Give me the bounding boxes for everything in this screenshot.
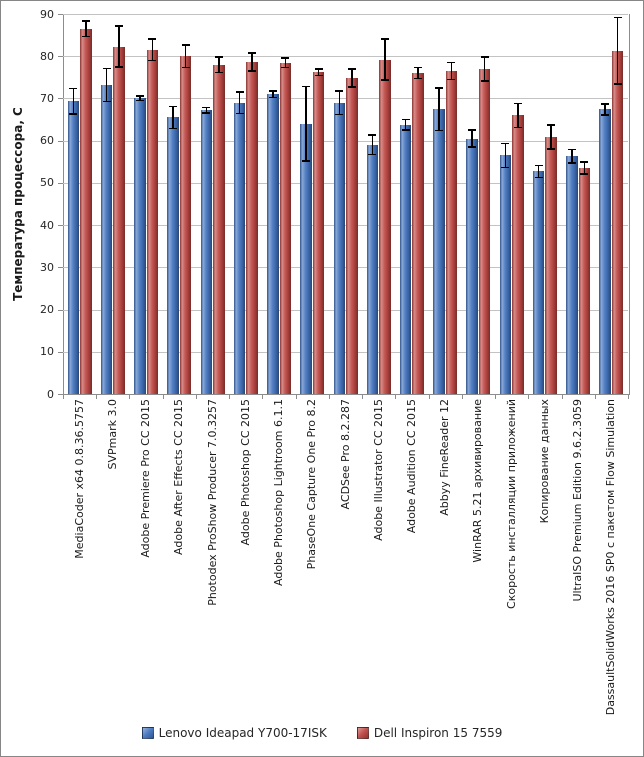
error-bar-dell-3: [185, 44, 187, 68]
error-cap-top-lenovo-10: [402, 119, 410, 121]
x-tick-mark: [96, 395, 97, 399]
error-cap-top-lenovo-13: [501, 143, 509, 145]
bar-lenovo-1: [101, 85, 113, 394]
error-cap-top-lenovo-3: [169, 106, 177, 108]
error-cap-top-lenovo-11: [435, 87, 443, 89]
error-bar-dell-0: [85, 20, 87, 37]
error-cap-bottom-dell-14: [547, 148, 555, 150]
category-label-11: Abbyy FineReader 12: [438, 399, 452, 516]
error-cap-bottom-lenovo-6: [269, 97, 277, 99]
bar-lenovo-9: [367, 145, 379, 394]
x-tick-mark: [63, 395, 64, 399]
x-tick-mark: [296, 395, 297, 399]
error-bar-lenovo-13: [505, 143, 507, 168]
y-tick-mark: [58, 98, 63, 99]
category-label-6: Adobe Photoshop Lightroom 6.1.1: [272, 399, 286, 586]
category-label-0: MediaCoder x64 0.8.36.5757: [72, 399, 86, 559]
category-label-12: WinRAR 5.21 архивирование: [471, 399, 485, 563]
error-cap-top-lenovo-7: [302, 86, 310, 88]
error-cap-top-lenovo-12: [468, 129, 476, 131]
y-tick-label: 20: [40, 303, 54, 317]
bar-lenovo-7: [300, 124, 312, 394]
bar-lenovo-11: [433, 109, 445, 394]
error-bar-dell-14: [550, 124, 552, 149]
x-tick-mark: [628, 395, 629, 399]
error-cap-bottom-dell-16: [614, 83, 622, 85]
error-cap-top-lenovo-16: [601, 103, 609, 105]
error-cap-bottom-lenovo-8: [335, 114, 343, 116]
error-cap-bottom-dell-8: [348, 86, 356, 88]
legend-label-dell: Dell Inspiron 15 7559: [373, 726, 503, 740]
error-cap-top-dell-8: [348, 68, 356, 70]
error-bar-dell-8: [351, 68, 353, 87]
bar-dell-0: [80, 29, 92, 394]
error-cap-bottom-dell-10: [414, 78, 422, 80]
error-bar-dell-2: [152, 38, 154, 61]
bar-dell-3: [180, 56, 192, 394]
x-tick-mark: [528, 395, 529, 399]
error-cap-top-dell-15: [580, 161, 588, 163]
error-bar-lenovo-11: [438, 87, 440, 131]
error-cap-top-dell-7: [315, 68, 323, 70]
y-tick-label: 60: [40, 134, 54, 148]
bar-lenovo-6: [267, 94, 279, 394]
error-bar-dell-5: [251, 52, 253, 71]
bar-lenovo-4: [201, 110, 213, 394]
error-cap-top-dell-11: [447, 62, 455, 64]
category-label-9: Adobe Illustrator CC 2015: [371, 399, 385, 541]
error-cap-bottom-dell-9: [381, 79, 389, 81]
y-tick-mark: [58, 267, 63, 268]
category-label-15: UltraISO Premium Edition 9.6.2.3059: [571, 399, 585, 602]
error-cap-bottom-lenovo-10: [402, 129, 410, 131]
error-cap-top-dell-6: [281, 57, 289, 59]
legend: [57, 726, 587, 740]
error-bar-lenovo-8: [339, 90, 341, 115]
error-cap-bottom-dell-7: [315, 75, 323, 77]
y-tick-mark: [58, 310, 63, 311]
y-tick-label: 40: [40, 218, 54, 232]
bar-dell-6: [280, 63, 292, 394]
bar-dell-16: [612, 51, 624, 394]
x-tick-mark: [262, 395, 263, 399]
error-cap-bottom-lenovo-1: [103, 101, 111, 103]
y-tick-mark: [58, 141, 63, 142]
error-cap-top-dell-3: [182, 44, 190, 46]
error-cap-top-dell-2: [148, 38, 156, 40]
bar-dell-14: [545, 137, 557, 394]
x-tick-mark: [196, 395, 197, 399]
x-tick-mark: [429, 395, 430, 399]
error-cap-bottom-dell-1: [115, 66, 123, 68]
category-label-16: DassaultSolidWorks 2016 SP0 с пакетом Flow Simulation: [604, 399, 618, 716]
bar-lenovo-8: [334, 103, 346, 394]
error-bar-dell-13: [517, 103, 519, 128]
error-cap-top-dell-5: [248, 52, 256, 54]
error-cap-top-dell-13: [514, 103, 522, 105]
bar-lenovo-5: [234, 103, 246, 394]
x-tick-mark: [329, 395, 330, 399]
bar-dell-12: [479, 69, 491, 394]
error-cap-top-lenovo-6: [269, 90, 277, 92]
category-label-8: ACDSee Pro 8.2.287: [338, 399, 352, 510]
y-tick-label: 70: [40, 91, 54, 105]
error-cap-bottom-dell-6: [281, 67, 289, 69]
error-bar-dell-12: [484, 56, 486, 81]
error-cap-top-dell-16: [614, 17, 622, 19]
error-bar-lenovo-1: [106, 68, 108, 103]
x-tick-mark: [229, 395, 230, 399]
error-cap-bottom-dell-2: [148, 60, 156, 62]
error-cap-top-lenovo-15: [568, 149, 576, 151]
bar-dell-2: [147, 50, 159, 394]
bar-lenovo-3: [167, 117, 179, 394]
x-tick-mark: [595, 395, 596, 399]
bar-dell-15: [579, 168, 591, 394]
bar-lenovo-15: [566, 156, 578, 394]
error-cap-bottom-lenovo-7: [302, 160, 310, 162]
error-bar-lenovo-9: [372, 134, 374, 155]
error-bar-dell-4: [218, 56, 220, 73]
error-cap-top-dell-10: [414, 67, 422, 69]
error-cap-bottom-lenovo-14: [535, 177, 543, 179]
x-tick-mark: [495, 395, 496, 399]
error-cap-top-dell-1: [115, 25, 123, 27]
category-label-13: Скорость инсталляции приложений: [504, 399, 518, 609]
y-tick-mark: [58, 14, 63, 15]
x-tick-mark: [462, 395, 463, 399]
bar-lenovo-10: [400, 125, 412, 394]
error-cap-top-lenovo-0: [69, 88, 77, 90]
error-cap-bottom-lenovo-4: [202, 112, 210, 114]
legend-item-lenovo: [142, 726, 327, 740]
error-bar-dell-1: [118, 25, 120, 67]
error-cap-bottom-dell-0: [82, 36, 90, 38]
error-cap-bottom-lenovo-3: [169, 128, 177, 130]
error-cap-top-dell-12: [481, 56, 489, 58]
y-tick-label: 0: [47, 387, 54, 401]
error-cap-bottom-dell-11: [447, 79, 455, 81]
y-tick-label: 50: [40, 176, 54, 190]
y-tick-label: 80: [40, 49, 54, 63]
error-cap-bottom-lenovo-11: [435, 130, 443, 132]
category-label-14: Копирование данных: [537, 399, 551, 524]
error-bar-lenovo-3: [172, 106, 174, 130]
error-cap-bottom-lenovo-13: [501, 167, 509, 169]
error-cap-top-lenovo-4: [202, 107, 210, 109]
error-cap-bottom-lenovo-15: [568, 162, 576, 164]
error-cap-bottom-dell-5: [248, 70, 256, 72]
error-cap-top-dell-14: [547, 124, 555, 126]
x-tick-mark: [129, 395, 130, 399]
error-cap-top-lenovo-9: [368, 134, 376, 136]
error-cap-top-dell-0: [82, 20, 90, 22]
x-tick-mark: [562, 395, 563, 399]
legend-item-dell: [357, 726, 503, 740]
bar-lenovo-16: [599, 109, 611, 394]
y-tick-mark: [58, 56, 63, 57]
category-label-1: SVPmark 3.0: [105, 399, 119, 470]
error-bar-dell-9: [384, 38, 386, 80]
error-bar-lenovo-5: [239, 91, 241, 114]
error-cap-bottom-dell-4: [215, 72, 223, 74]
error-cap-bottom-lenovo-9: [368, 154, 376, 156]
y-tick-mark: [58, 225, 63, 226]
bar-dell-4: [213, 65, 225, 394]
category-label-10: Adobe Audition CC 2015: [404, 399, 418, 534]
error-cap-top-lenovo-14: [535, 165, 543, 167]
x-tick-mark: [163, 395, 164, 399]
error-cap-top-lenovo-5: [236, 91, 244, 93]
category-label-2: Adobe Premiere Pro CC 2015: [139, 399, 153, 558]
error-cap-bottom-lenovo-16: [601, 114, 609, 116]
error-cap-bottom-lenovo-12: [468, 146, 476, 148]
legend-marker-dell-icon: [357, 727, 369, 739]
bar-dell-10: [412, 73, 424, 394]
category-label-5: Adobe Photoshop CC 2015: [238, 399, 252, 546]
category-label-3: Adobe After Effects CC 2015: [172, 399, 186, 555]
error-bar-dell-11: [451, 62, 453, 81]
error-cap-top-lenovo-2: [136, 95, 144, 97]
x-tick-mark: [362, 395, 363, 399]
bar-dell-13: [512, 115, 524, 394]
error-cap-bottom-dell-13: [514, 127, 522, 129]
error-cap-top-lenovo-8: [335, 90, 343, 92]
bar-dell-7: [313, 72, 325, 394]
bar-lenovo-13: [500, 155, 512, 394]
error-bar-lenovo-7: [305, 86, 307, 162]
error-cap-top-dell-4: [215, 56, 223, 58]
bar-dell-8: [346, 78, 358, 394]
bar-lenovo-14: [533, 171, 545, 394]
bar-dell-1: [113, 47, 125, 394]
y-tick-label: 90: [40, 7, 54, 21]
legend-label-lenovo: Lenovo Ideapad Y700-17ISK: [158, 726, 327, 740]
y-tick-mark: [58, 352, 63, 353]
y-tick-label: 30: [40, 260, 54, 274]
error-cap-top-dell-9: [381, 38, 389, 40]
error-cap-bottom-lenovo-2: [136, 100, 144, 102]
bar-lenovo-2: [134, 98, 146, 394]
error-bar-lenovo-0: [73, 88, 75, 115]
y-tick-label: 10: [40, 345, 54, 359]
error-cap-top-lenovo-1: [103, 68, 111, 70]
error-cap-bottom-lenovo-5: [236, 113, 244, 115]
category-label-4: Photodex ProShow Producer 7.0.3257: [205, 399, 219, 606]
bar-lenovo-0: [68, 101, 80, 394]
bar-dell-11: [446, 71, 458, 394]
error-bar-lenovo-12: [471, 129, 473, 148]
y-axis-title: Температура процессора, С: [11, 107, 25, 301]
error-cap-bottom-dell-12: [481, 80, 489, 82]
y-tick-mark: [58, 183, 63, 184]
error-cap-bottom-lenovo-0: [69, 113, 77, 115]
bar-dell-9: [379, 60, 391, 394]
category-label-7: PhaseOne Capture One Pro 8.2: [305, 399, 319, 570]
bar-dell-5: [246, 62, 258, 394]
x-tick-mark: [395, 395, 396, 399]
error-bar-dell-16: [617, 17, 619, 85]
error-cap-bottom-dell-15: [580, 173, 588, 175]
legend-marker-lenovo-icon: [142, 727, 154, 739]
gridline: [63, 14, 628, 15]
error-cap-bottom-dell-3: [182, 67, 190, 69]
bar-lenovo-12: [466, 139, 478, 394]
